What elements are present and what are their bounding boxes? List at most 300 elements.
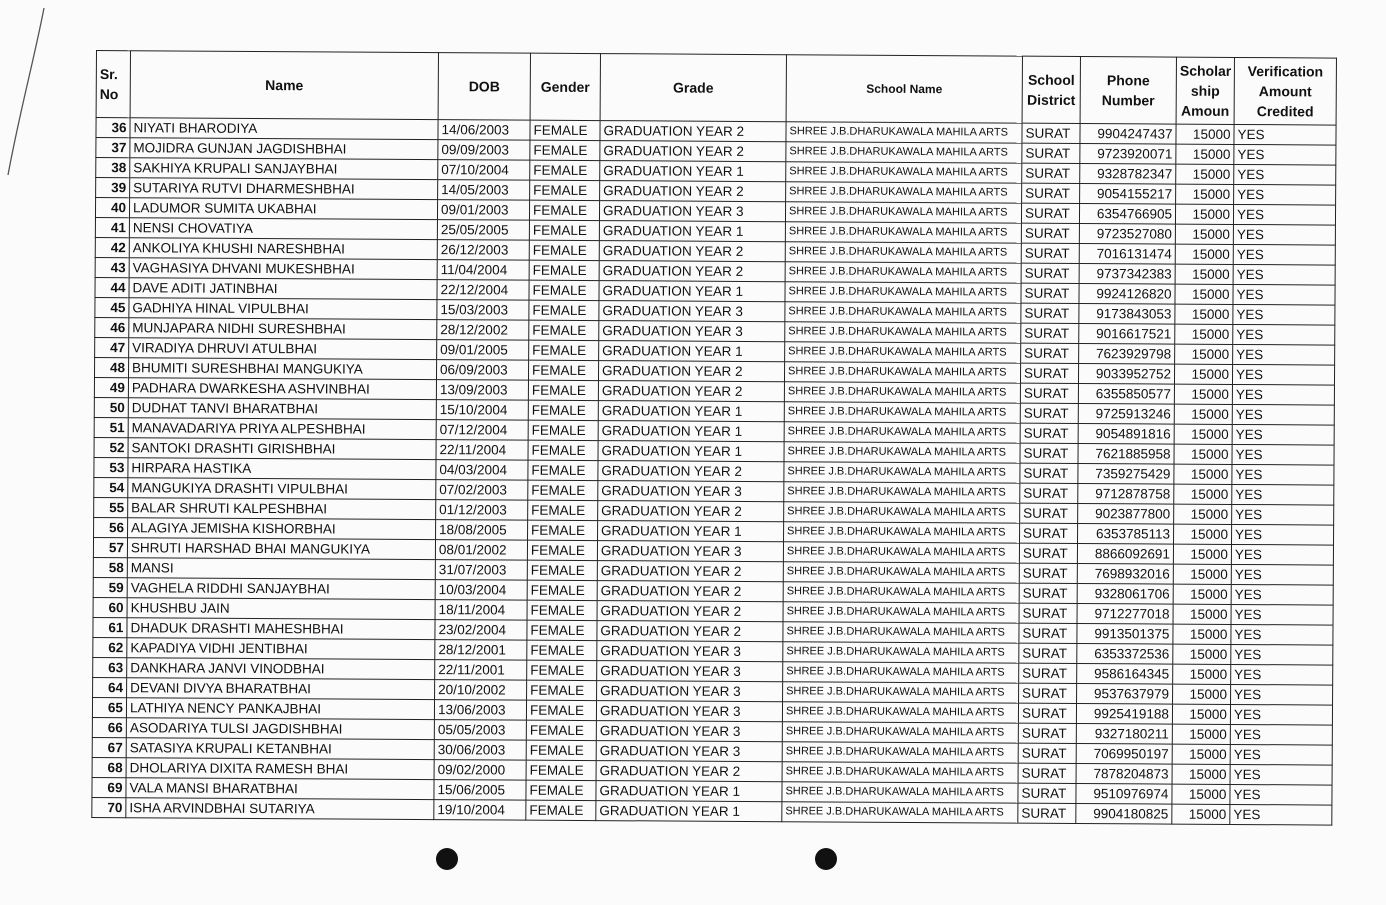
row-scholarship-amount: 15000 (1172, 784, 1230, 804)
row-sr-no: 63 (93, 657, 127, 677)
row-gender: FEMALE (530, 140, 600, 160)
row-name: DUDHAT TANVI BHARATBHAI (128, 398, 436, 420)
row-sr-no: 53 (94, 457, 128, 477)
header-gender: Gender (530, 53, 600, 120)
row-gender: FEMALE (527, 620, 597, 640)
row-scholarship-amount: 15000 (1172, 744, 1230, 764)
row-scholarship-amount: 15000 (1175, 264, 1233, 284)
row-grade: GRADUATION YEAR 3 (599, 321, 785, 342)
row-dob: 09/09/2003 (438, 140, 530, 161)
row-verification-credited: YES (1233, 204, 1335, 225)
row-school-name: SHREE J.B.DHARUKAWALA MAHILA ARTS (784, 482, 1020, 503)
row-scholarship-amount: 15000 (1172, 724, 1230, 744)
scholarship-sheet (91, 50, 1337, 826)
row-name: VAGHELA RIDDHI SANJAYBHAI (127, 578, 435, 600)
row-scholarship-amount: 15000 (1175, 344, 1233, 364)
row-school-name: SHREE J.B.DHARUKAWALA MAHILA ARTS (784, 462, 1020, 483)
row-school-name: SHREE J.B.DHARUKAWALA MAHILA ARTS (785, 342, 1021, 363)
row-grade: GRADUATION YEAR 3 (597, 681, 783, 702)
row-dob: 05/05/2003 (434, 720, 526, 741)
row-dob: 13/09/2003 (436, 380, 528, 401)
row-name: HIRPARA HASTIKA (128, 458, 436, 480)
row-grade: GRADUATION YEAR 2 (597, 561, 783, 582)
row-gender: FEMALE (528, 500, 598, 520)
row-sr-no: 45 (95, 297, 129, 317)
row-phone-number: 9904180825 (1076, 804, 1172, 825)
row-school-district: SURAT (1020, 363, 1078, 383)
row-sr-no: 69 (92, 777, 126, 797)
row-sr-no: 55 (94, 497, 128, 517)
row-dob: 28/12/2001 (435, 640, 527, 661)
row-sr-no: 43 (95, 257, 129, 277)
row-scholarship-amount: 15000 (1172, 704, 1230, 724)
row-name: DHADUK DRASHTI MAHESHBHAI (127, 618, 435, 640)
row-phone-number: 9328782347 (1080, 164, 1176, 185)
row-sr-no: 36 (96, 118, 130, 138)
row-school-district: SURAT (1019, 603, 1077, 623)
row-school-district: SURAT (1020, 423, 1078, 443)
row-school-district: SURAT (1021, 303, 1079, 323)
row-school-name: SHREE J.B.DHARUKAWALA MAHILA ARTS (785, 302, 1021, 323)
row-scholarship-amount: 15000 (1175, 204, 1233, 224)
row-school-district: SURAT (1022, 123, 1080, 143)
row-school-district: SURAT (1021, 243, 1079, 263)
row-scholarship-amount: 15000 (1174, 424, 1232, 444)
row-scholarship-amount: 15000 (1174, 444, 1232, 464)
row-name: ANKOLIYA KHUSHI NARESHBHAI (129, 238, 437, 260)
row-school-district: SURAT (1018, 723, 1076, 743)
row-sr-no: 65 (92, 697, 126, 717)
row-gender: FEMALE (527, 580, 597, 600)
row-gender: FEMALE (527, 640, 597, 660)
row-verification-credited: YES (1234, 164, 1336, 185)
header-name: Name (130, 51, 438, 120)
row-school-name: SHREE J.B.DHARUKAWALA MAHILA ARTS (785, 262, 1021, 283)
row-verification-credited: YES (1232, 444, 1334, 465)
row-school-district: SURAT (1018, 743, 1076, 763)
row-grade: GRADUATION YEAR 3 (598, 481, 784, 502)
row-school-district: SURAT (1022, 163, 1080, 183)
row-phone-number: 9913501375 (1077, 624, 1173, 645)
row-gender: FEMALE (529, 200, 599, 220)
row-school-district: SURAT (1018, 783, 1076, 803)
row-dob: 10/03/2004 (435, 580, 527, 601)
row-grade: GRADUATION YEAR 1 (598, 401, 784, 422)
row-sr-no: 44 (95, 277, 129, 297)
row-dob: 23/02/2004 (435, 620, 527, 641)
row-phone-number: 9016617521 (1079, 324, 1175, 345)
row-school-district: SURAT (1020, 443, 1078, 463)
row-dob: 07/10/2004 (438, 160, 530, 181)
punch-hole-right (815, 848, 837, 870)
row-grade: GRADUATION YEAR 1 (599, 221, 785, 242)
row-phone-number: 9054891816 (1078, 424, 1174, 445)
row-grade: GRADUATION YEAR 2 (598, 461, 784, 482)
row-phone-number: 9054155217 (1080, 184, 1176, 205)
header-grade: Grade (600, 54, 786, 122)
row-dob: 28/12/2002 (437, 320, 529, 341)
row-gender: FEMALE (528, 520, 598, 540)
row-dob: 26/12/2003 (437, 240, 529, 261)
row-school-district: SURAT (1021, 283, 1079, 303)
row-school-name: SHREE J.B.DHARUKAWALA MAHILA ARTS (782, 762, 1018, 783)
row-dob: 09/02/2000 (434, 760, 526, 781)
row-dob: 15/10/2004 (436, 400, 528, 421)
row-dob: 30/06/2003 (434, 740, 526, 761)
row-verification-credited: YES (1231, 644, 1333, 665)
row-dob: 18/08/2005 (436, 520, 528, 541)
row-scholarship-amount: 15000 (1173, 684, 1231, 704)
row-sr-no: 62 (93, 637, 127, 657)
row-sr-no: 66 (92, 717, 126, 737)
row-scholarship-amount: 15000 (1174, 364, 1232, 384)
row-school-name: SHREE J.B.DHARUKAWALA MAHILA ARTS (785, 242, 1021, 263)
row-dob: 11/04/2004 (437, 260, 529, 281)
row-gender: FEMALE (528, 440, 598, 460)
row-school-name: SHREE J.B.DHARUKAWALA MAHILA ARTS (783, 582, 1019, 603)
row-name: LADUMOR SUMITA UKABHAI (129, 198, 437, 220)
row-phone-number: 6355850577 (1078, 384, 1174, 405)
row-grade: GRADUATION YEAR 3 (597, 541, 783, 562)
row-school-name: SHREE J.B.DHARUKAWALA MAHILA ARTS (784, 502, 1020, 523)
row-school-name: SHREE J.B.DHARUKAWALA MAHILA ARTS (784, 402, 1020, 423)
row-name: SAKHIYA KRUPALI SANJAYBHAI (130, 158, 438, 180)
row-gender: FEMALE (529, 260, 599, 280)
row-name: MANGUKIYA DRASHTI VIPULBHAI (128, 478, 436, 500)
row-scholarship-amount: 15000 (1173, 664, 1231, 684)
row-scholarship-amount: 15000 (1173, 624, 1231, 644)
row-sr-no: 57 (93, 537, 127, 557)
row-school-name: SHREE J.B.DHARUKAWALA MAHILA ARTS (786, 122, 1022, 143)
row-phone-number: 7878204873 (1076, 764, 1172, 785)
row-verification-credited: YES (1231, 624, 1333, 645)
row-sr-no: 49 (94, 377, 128, 397)
row-gender: FEMALE (526, 740, 596, 760)
row-gender: FEMALE (527, 660, 597, 680)
row-phone-number: 9586164345 (1077, 664, 1173, 685)
row-dob: 06/09/2003 (436, 360, 528, 381)
row-gender: FEMALE (530, 120, 600, 140)
row-sr-no: 39 (96, 178, 130, 198)
margin-pen-line (0, 0, 60, 180)
row-name: PADHARA DWARKESHA ASHVINBHAI (128, 378, 436, 400)
row-gender: FEMALE (529, 320, 599, 340)
row-school-district: SURAT (1021, 203, 1079, 223)
row-dob: 18/11/2004 (435, 600, 527, 621)
row-school-district: SURAT (1021, 223, 1079, 243)
row-school-name: SHREE J.B.DHARUKAWALA MAHILA ARTS (784, 382, 1020, 403)
row-scholarship-amount: 15000 (1173, 584, 1231, 604)
row-gender: FEMALE (529, 220, 599, 240)
row-phone-number: 6353785113 (1078, 524, 1174, 545)
row-gender: FEMALE (527, 600, 597, 620)
row-school-district: SURAT (1021, 263, 1079, 283)
row-school-district: SURAT (1019, 583, 1077, 603)
row-grade: GRADUATION YEAR 1 (598, 521, 784, 542)
row-sr-no: 68 (92, 757, 126, 777)
row-school-name: SHREE J.B.DHARUKAWALA MAHILA ARTS (786, 142, 1022, 163)
row-school-name: SHREE J.B.DHARUKAWALA MAHILA ARTS (785, 202, 1021, 223)
row-name: SATASIYA KRUPALI KETANBHAI (126, 738, 434, 760)
row-phone-number: 9537637979 (1077, 684, 1173, 705)
row-dob: 07/12/2004 (436, 420, 528, 441)
row-dob: 09/01/2005 (437, 340, 529, 361)
row-school-district: SURAT (1022, 143, 1080, 163)
row-school-district: SURAT (1019, 623, 1077, 643)
row-school-district: SURAT (1022, 183, 1080, 203)
row-phone-number: 7016131474 (1079, 244, 1175, 265)
row-sr-no: 70 (92, 797, 126, 817)
row-grade: GRADUATION YEAR 1 (599, 281, 785, 302)
row-grade: GRADUATION YEAR 1 (596, 801, 782, 822)
header-school-district: School District (1022, 56, 1080, 123)
row-verification-credited: YES (1230, 724, 1332, 745)
row-school-name: SHREE J.B.DHARUKAWALA MAHILA ARTS (783, 562, 1019, 583)
row-dob: 20/10/2002 (435, 680, 527, 701)
row-school-district: SURAT (1020, 403, 1078, 423)
row-school-district: SURAT (1018, 763, 1076, 783)
row-name: SUTARIYA RUTVI DHARMESHBHAI (130, 178, 438, 200)
row-gender: FEMALE (529, 340, 599, 360)
row-school-name: SHREE J.B.DHARUKAWALA MAHILA ARTS (786, 162, 1022, 183)
row-school-district: SURAT (1020, 383, 1078, 403)
row-phone-number: 7359275429 (1078, 464, 1174, 485)
row-gender: FEMALE (526, 700, 596, 720)
row-school-district: SURAT (1019, 643, 1077, 663)
row-school-name: SHREE J.B.DHARUKAWALA MAHILA ARTS (782, 702, 1018, 723)
row-name: MUNJAPARA NIDHI SURESHBHAI (129, 318, 437, 340)
row-phone-number: 6353372536 (1077, 644, 1173, 665)
row-school-name: SHREE J.B.DHARUKAWALA MAHILA ARTS (785, 282, 1021, 303)
row-gender: FEMALE (528, 480, 598, 500)
row-name: BHUMITI SURESHBHAI MANGUKIYA (128, 358, 436, 380)
row-name: SHRUTI HARSHAD BHAI MANGUKIYA (127, 538, 435, 560)
row-name: DHOLARIYA DIXITA RAMESH BHAI (126, 758, 434, 780)
row-verification-credited: YES (1230, 744, 1332, 765)
row-school-district: SURAT (1019, 683, 1077, 703)
row-name: GADHIYA HINAL VIPULBHAI (129, 298, 437, 320)
row-scholarship-amount: 15000 (1175, 284, 1233, 304)
row-gender: FEMALE (530, 160, 600, 180)
row-grade: GRADUATION YEAR 2 (598, 381, 784, 402)
row-gender: FEMALE (526, 800, 596, 820)
row-school-district: SURAT (1021, 343, 1079, 363)
row-sr-no: 38 (96, 158, 130, 178)
header-scholarship-amount: Scholar ship Amoun (1176, 57, 1234, 124)
row-name: VIRADIYA DHRUVI ATULBHAI (129, 338, 437, 360)
row-name: DANKHARA JANVI VINODBHAI (127, 658, 435, 680)
row-verification-credited: YES (1232, 504, 1334, 525)
row-verification-credited: YES (1233, 304, 1335, 325)
row-name: ASODARIYA TULSI JAGDISHBHAI (126, 718, 434, 740)
row-scholarship-amount: 15000 (1172, 804, 1230, 824)
row-verification-credited: YES (1232, 464, 1334, 485)
row-gender: FEMALE (528, 380, 598, 400)
row-dob: 14/05/2003 (438, 180, 530, 201)
row-grade: GRADUATION YEAR 1 (596, 781, 782, 802)
row-scholarship-amount: 15000 (1173, 564, 1231, 584)
row-school-name: SHREE J.B.DHARUKAWALA MAHILA ARTS (783, 662, 1019, 683)
row-phone-number: 8866092691 (1077, 544, 1173, 565)
row-school-name: SHREE J.B.DHARUKAWALA MAHILA ARTS (782, 782, 1018, 803)
row-phone-number: 9033952752 (1078, 364, 1174, 385)
row-name: VAGHASIYA DHVANI MUKESHBHAI (129, 258, 437, 280)
row-school-district: SURAT (1020, 463, 1078, 483)
row-sr-no: 40 (95, 198, 129, 218)
row-gender: FEMALE (526, 720, 596, 740)
row-grade: GRADUATION YEAR 1 (598, 421, 784, 442)
row-school-name: SHREE J.B.DHARUKAWALA MAHILA ARTS (782, 802, 1018, 823)
row-dob: 01/12/2003 (436, 500, 528, 521)
row-verification-credited: YES (1234, 124, 1336, 145)
row-grade: GRADUATION YEAR 2 (599, 261, 785, 282)
row-school-name: SHREE J.B.DHARUKAWALA MAHILA ARTS (783, 542, 1019, 563)
row-verification-credited: YES (1232, 424, 1334, 445)
row-gender: FEMALE (528, 460, 598, 480)
row-verification-credited: YES (1232, 524, 1334, 545)
row-name: ISHA ARVINDBHAI SUTARIYA (126, 798, 434, 820)
row-scholarship-amount: 15000 (1176, 164, 1234, 184)
row-phone-number: 9924126820 (1079, 284, 1175, 305)
row-verification-credited: YES (1233, 324, 1335, 345)
header-row (96, 51, 1336, 126)
row-grade: GRADUATION YEAR 2 (600, 181, 786, 202)
row-gender: FEMALE (527, 680, 597, 700)
row-grade: GRADUATION YEAR 2 (597, 621, 783, 642)
row-phone-number: 9327180211 (1076, 724, 1172, 745)
row-school-district: SURAT (1018, 803, 1076, 823)
row-phone-number: 9723527080 (1079, 224, 1175, 245)
header-dob: DOB (438, 53, 530, 121)
row-grade: GRADUATION YEAR 3 (596, 721, 782, 742)
row-grade: GRADUATION YEAR 3 (599, 301, 785, 322)
row-grade: GRADUATION YEAR 1 (600, 161, 786, 182)
row-scholarship-amount: 15000 (1174, 384, 1232, 404)
row-grade: GRADUATION YEAR 3 (597, 661, 783, 682)
row-school-district: SURAT (1021, 323, 1079, 343)
row-sr-no: 54 (94, 477, 128, 497)
row-dob: 22/11/2001 (435, 660, 527, 681)
row-name: VALA MANSI BHARATBHAI (126, 778, 434, 800)
row-name: MOJIDRA GUNJAN JAGDISHBHAI (130, 138, 438, 160)
row-school-name: SHREE J.B.DHARUKAWALA MAHILA ARTS (783, 642, 1019, 663)
row-verification-credited: YES (1230, 804, 1332, 825)
row-gender: FEMALE (529, 280, 599, 300)
row-scholarship-amount: 15000 (1173, 644, 1231, 664)
row-grade: GRADUATION YEAR 2 (597, 581, 783, 602)
row-dob: 31/07/2003 (435, 560, 527, 581)
row-verification-credited: YES (1230, 784, 1332, 805)
row-verification-credited: YES (1230, 764, 1332, 785)
row-name: NENSI CHOVATIYA (129, 218, 437, 240)
row-verification-credited: YES (1231, 564, 1333, 585)
row-dob: 13/06/2003 (434, 700, 526, 721)
row-dob: 15/06/2005 (434, 780, 526, 801)
row-phone-number: 7698932016 (1077, 564, 1173, 585)
row-grade: GRADUATION YEAR 2 (600, 121, 786, 142)
row-gender: FEMALE (528, 360, 598, 380)
row-phone-number: 9904247437 (1080, 124, 1176, 145)
row-name: KHUSHBU JAIN (127, 598, 435, 620)
row-sr-no: 37 (96, 138, 130, 158)
row-phone-number: 9723920071 (1080, 144, 1176, 165)
row-grade: GRADUATION YEAR 2 (596, 761, 782, 782)
row-scholarship-amount: 15000 (1175, 304, 1233, 324)
row-grade: GRADUATION YEAR 1 (599, 341, 785, 362)
row-name: SANTOKI DRASHTI GIRISHBHAI (128, 438, 436, 460)
row-sr-no: 61 (93, 617, 127, 637)
row-name: MANSI (127, 558, 435, 580)
row-phone-number: 9737342383 (1079, 264, 1175, 285)
row-school-name: SHREE J.B.DHARUKAWALA MAHILA ARTS (785, 222, 1021, 243)
row-scholarship-amount: 15000 (1176, 144, 1234, 164)
row-dob: 04/03/2004 (436, 460, 528, 481)
row-name: ALAGIYA JEMISHA KISHORBHAI (128, 518, 436, 540)
row-verification-credited: YES (1231, 544, 1333, 565)
row-verification-credited: YES (1233, 244, 1335, 265)
row-sr-no: 58 (93, 557, 127, 577)
row-phone-number: 9725913246 (1078, 404, 1174, 425)
row-scholarship-amount: 15000 (1174, 524, 1232, 544)
row-scholarship-amount: 15000 (1175, 244, 1233, 264)
row-grade: GRADUATION YEAR 3 (599, 201, 785, 222)
row-verification-credited: YES (1231, 604, 1333, 625)
row-gender: FEMALE (528, 420, 598, 440)
row-phone-number: 9925419188 (1076, 704, 1172, 725)
row-verification-credited: YES (1230, 704, 1332, 725)
row-school-name: SHREE J.B.DHARUKAWALA MAHILA ARTS (784, 362, 1020, 383)
row-verification-credited: YES (1233, 344, 1335, 365)
row-name: KAPADIYA VIDHI JENTIBHAI (127, 638, 435, 660)
row-school-name: SHREE J.B.DHARUKAWALA MAHILA ARTS (783, 682, 1019, 703)
row-school-name: SHREE J.B.DHARUKAWALA MAHILA ARTS (783, 622, 1019, 643)
row-sr-no: 60 (93, 597, 127, 617)
row-grade: GRADUATION YEAR 2 (597, 601, 783, 622)
row-dob: 07/02/2003 (436, 480, 528, 501)
row-gender: FEMALE (526, 780, 596, 800)
row-school-district: SURAT (1020, 483, 1078, 503)
row-phone-number: 9712277018 (1077, 604, 1173, 625)
row-verification-credited: YES (1232, 404, 1334, 425)
row-gender: FEMALE (526, 760, 596, 780)
row-scholarship-amount: 15000 (1174, 464, 1232, 484)
row-verification-credited: YES (1232, 484, 1334, 505)
row-sr-no: 59 (93, 577, 127, 597)
row-phone-number: 6354766905 (1079, 204, 1175, 225)
row-phone-number: 9712878758 (1078, 484, 1174, 505)
header-verification-amount-credited: Verification Amount Credited (1234, 57, 1336, 125)
row-phone-number: 9023877800 (1078, 504, 1174, 525)
row-grade: GRADUATION YEAR 3 (596, 701, 782, 722)
row-gender: FEMALE (529, 300, 599, 320)
row-gender: FEMALE (530, 180, 600, 200)
row-sr-no: 64 (93, 677, 127, 697)
row-phone-number: 7069950197 (1076, 744, 1172, 765)
row-scholarship-amount: 15000 (1174, 504, 1232, 524)
row-school-district: SURAT (1019, 563, 1077, 583)
row-gender: FEMALE (527, 540, 597, 560)
row-school-name: SHREE J.B.DHARUKAWALA MAHILA ARTS (784, 422, 1020, 443)
row-dob: 14/06/2003 (438, 120, 530, 141)
table-body (92, 118, 1336, 826)
row-verification-credited: YES (1231, 584, 1333, 605)
row-sr-no: 56 (94, 517, 128, 537)
punch-hole-left (436, 848, 458, 870)
row-sr-no: 46 (95, 317, 129, 337)
row-verification-credited: YES (1234, 184, 1336, 205)
row-sr-no: 67 (92, 737, 126, 757)
row-scholarship-amount: 15000 (1174, 404, 1232, 424)
